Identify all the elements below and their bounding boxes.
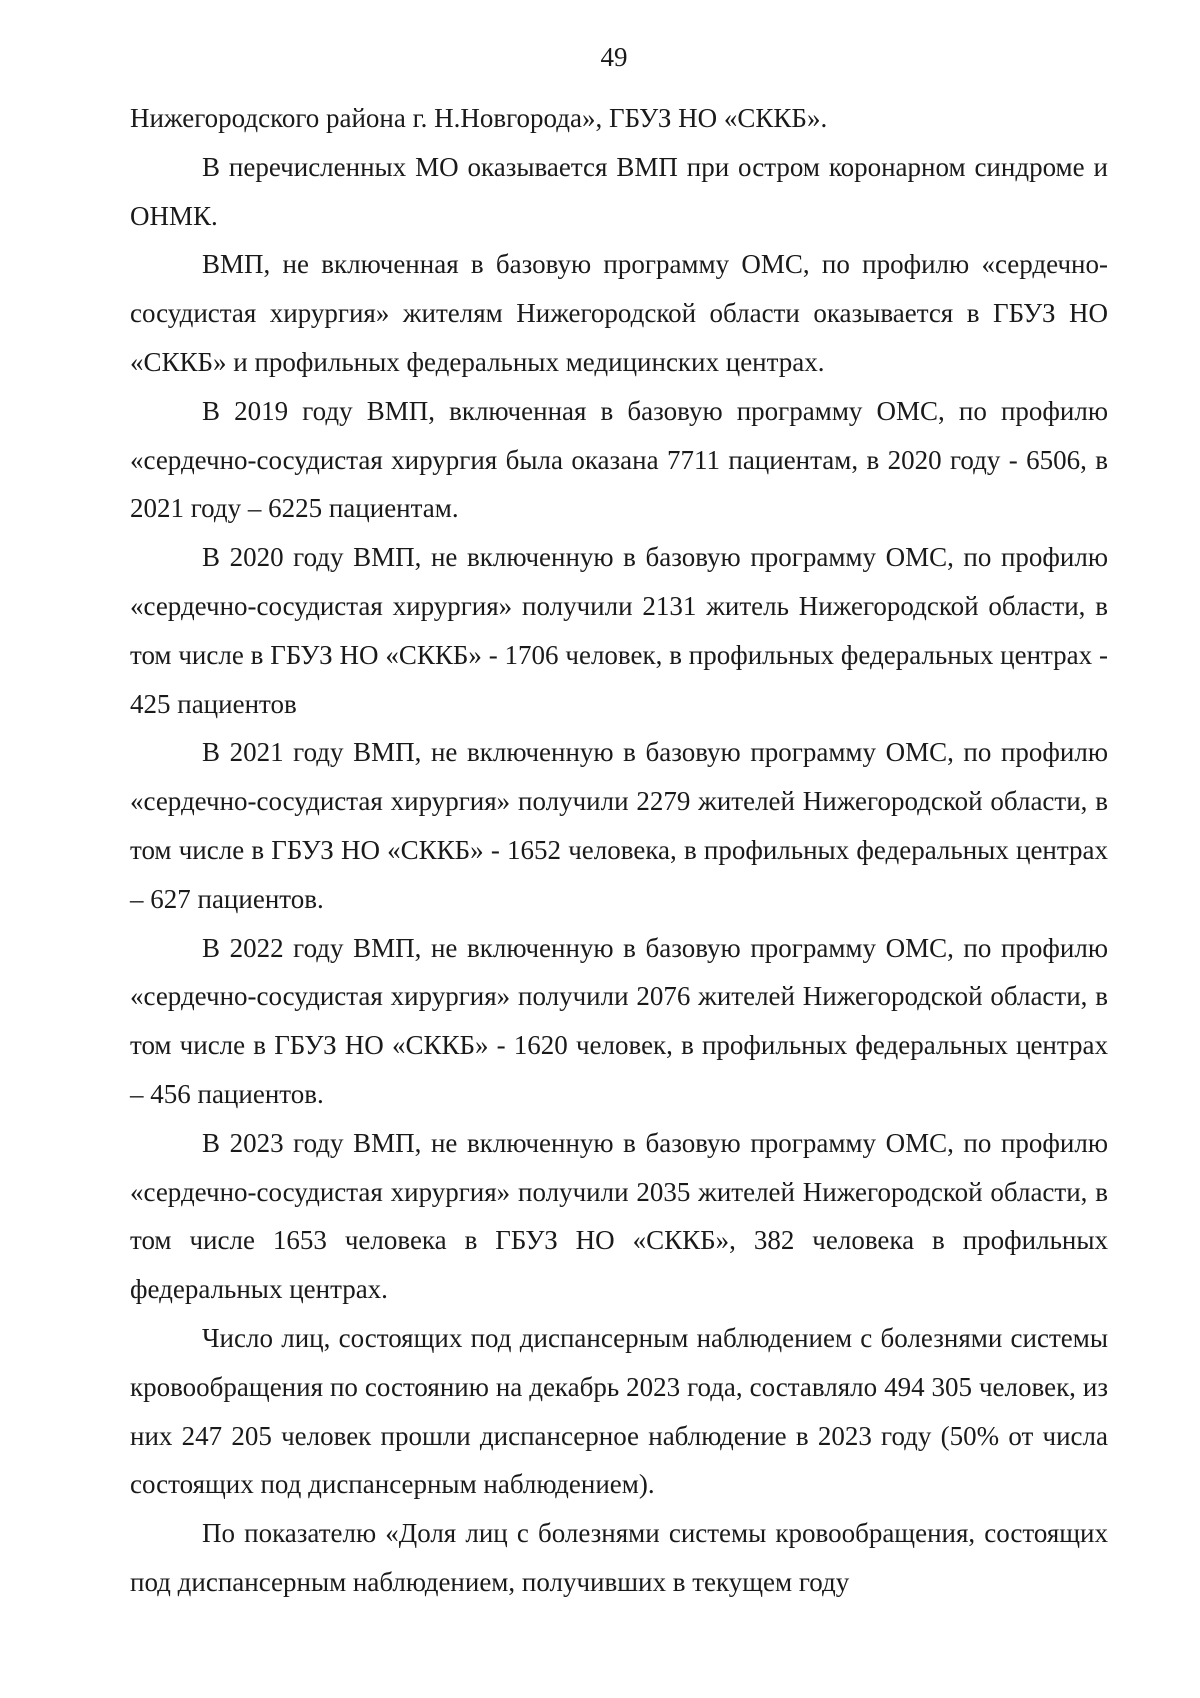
page-number: 49 (600, 42, 628, 72)
paragraph-2019-statistics: В 2019 году ВМП, включенная в базовую программу ОМС, по профилю «сердечно-сосудистая хирургия была оказана 7711 пациентам, в 2020 году - 6506, в 2021 году – 6225 пациентам. (130, 395, 1108, 524)
paragraph-medical-organizations: В перечисленных МО оказывается ВМП при остром коронарном синдроме и ОНМК. (130, 151, 1108, 231)
paragraph-2023-statistics: В 2023 году ВМП, не включенную в базовую программу ОМС, по профилю «сердечно-сосудистая хирургия» получили 2035 жителей Нижегородской области, в том числе 1653 человека в ГБУЗ НО «СККБ», 382 человека в профильных федеральных центрах. (130, 1127, 1108, 1305)
paragraph-continuation: Нижегородского района г. Н.Новгорода», ГБУЗ НО «СККБ». (130, 103, 828, 133)
paragraph-2021-statistics: В 2021 году ВМП, не включенную в базовую программу ОМС, по профилю «сердечно-сосудистая хирургия» получили 2279 жителей Нижегородской области, в том числе в ГБУЗ НО «СККБ» - 1652 человека, в профильных федеральных центрах – 627 пациентов. (130, 737, 1108, 914)
paragraph-2020-statistics: В 2020 году ВМП, не включенную в базовую программу ОМС, по профилю «сердечно-сосудистая хирургия» получили 2131 житель Нижегородской области, в том числе в ГБУЗ НО «СККБ» - 1706 человек, в профильных федеральных центрах - 425 пациентов (130, 542, 1108, 719)
paragraph-hmc-not-included: ВМП, не включенная в базовую программу ОМС, по профилю «сердечно-сосудистая хирургия» жителям Нижегородской области оказывается в ГБУЗ НО «СККБ» и профильных федеральных медицинских центрах. (130, 249, 1108, 377)
paragraph-2022-statistics: В 2022 году ВМП, не включенную в базовую программу ОМС, по профилю «сердечно-сосудистая хирургия» получили 2076 жителей Нижегородской области, в том числе в ГБУЗ НО «СККБ» - 1620 человек, в профильных федеральных центрах – 456 пациентов. (130, 932, 1108, 1109)
document-body (130, 94, 1108, 1607)
paragraph-dispensary-observation: Число лиц, состоящих под диспансерным наблюдением с болезнями системы кровообращения по состоянию на декабрь 2023 года, составляло 494 305 человек, из них 247 205 человек прошли диспансерное наблюдение в 2023 году (50% от числа состоящих под диспансерным наблюдением). (130, 1322, 1108, 1500)
paragraph-indicator: По показателю «Доля лиц с болезнями системы кровообращения, состоящих под диспансерным наблюдением, получивших в текущем году (130, 1518, 1108, 1597)
